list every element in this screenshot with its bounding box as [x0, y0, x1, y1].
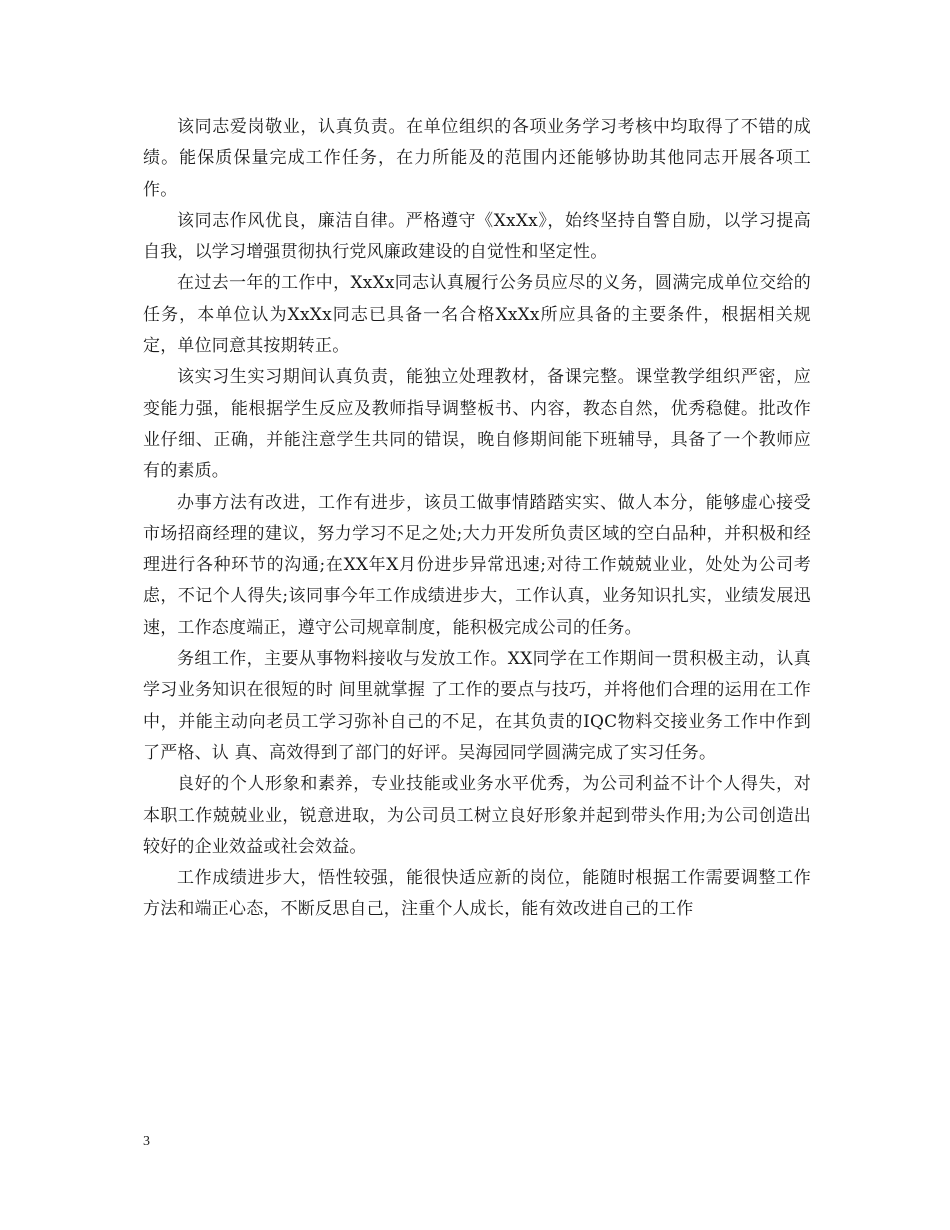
paragraph: 该同志作风优良，廉洁自律。严格遵守《XxXx》，始终坚持自警自励，以学习提高自我，以学习增强贯彻执行党风廉政建设的自觉性和坚定性。	[143, 210, 811, 263]
paragraph: 良好的个人形象和素养，专业技能或业务水平优秀，为公司利益不计个人得失，对本职工作兢兢业业，锐意进取，为公司员工树立良好形象并起到带头作用;为公司创造出较好的企业效益或社会效益。	[143, 774, 811, 857]
paragraph: 在过去一年的工作中，XxXx同志认真履行公务员应尽的义务，圆满完成单位交给的任务，本单位认为XxXx同志已具备一名合格XxXx所应具备的主要条件，根据相关规定，单位同意其按期转正。	[143, 273, 811, 357]
paragraph: 该同志爱岗敬业，认真负责。在单位组织的各项业务学习考核中均取得了不错的成绩。能保质保量完成工作任务，在力所能及的范围内还能够协助其他同志开展各项工作。	[143, 117, 811, 200]
page-number: 3	[143, 1134, 150, 1149]
paragraph: 工作成绩进步大，悟性较强，能很快适应新的岗位，能随时根据工作需要调整工作方法和端正心态，不断反思自己，注重个人成长，能有效改进自己的工作	[143, 868, 811, 920]
document-body	[143, 112, 811, 926]
paragraph: 该实习生实习期间认真负责，能独立处理教材，备课完整。课堂教学组织严密，应变能力强，能根据学生反应及教师指导调整板书、内容，教态自然，优秀稳健。批改作业仔细、正确，并能注意学生共同的错误，晚自修期间能下班辅导，具备了一个教师应有的素质。	[143, 367, 811, 482]
paragraph: 办事方法有改进，工作有进步，该员工做事情踏踏实实、做人本分，能够虚心接受市场招商经理的建议，努力学习不足之处;大力开发所负责区域的空白品种，并积极和经理进行各种环节的沟通;在XX年X月份进步异常迅速;对待工作兢兢业业，处处为公司考虑，不记个人得失;该同事今年工作成绩进步大，工作认真，业务知识扎实，业绩发展迅速，工作态度端正，遵守公司规章制度，能积极完成公司的任务。	[143, 492, 811, 638]
paragraph: 务组工作，主要从事物料接收与发放工作。XX同学在工作期间一贯积极主动，认真学习业务知识在很短的时 间里就掌握 了工作的要点与技巧，并将他们合理的运用在工作中，并能主动向老员工学习弥补自己的不足，在其负责的IQC物料交接业务工作中作到了严格、认 真、高效得到了部门的好评。吴海园同学圆满完成了实习任务。	[143, 649, 811, 763]
